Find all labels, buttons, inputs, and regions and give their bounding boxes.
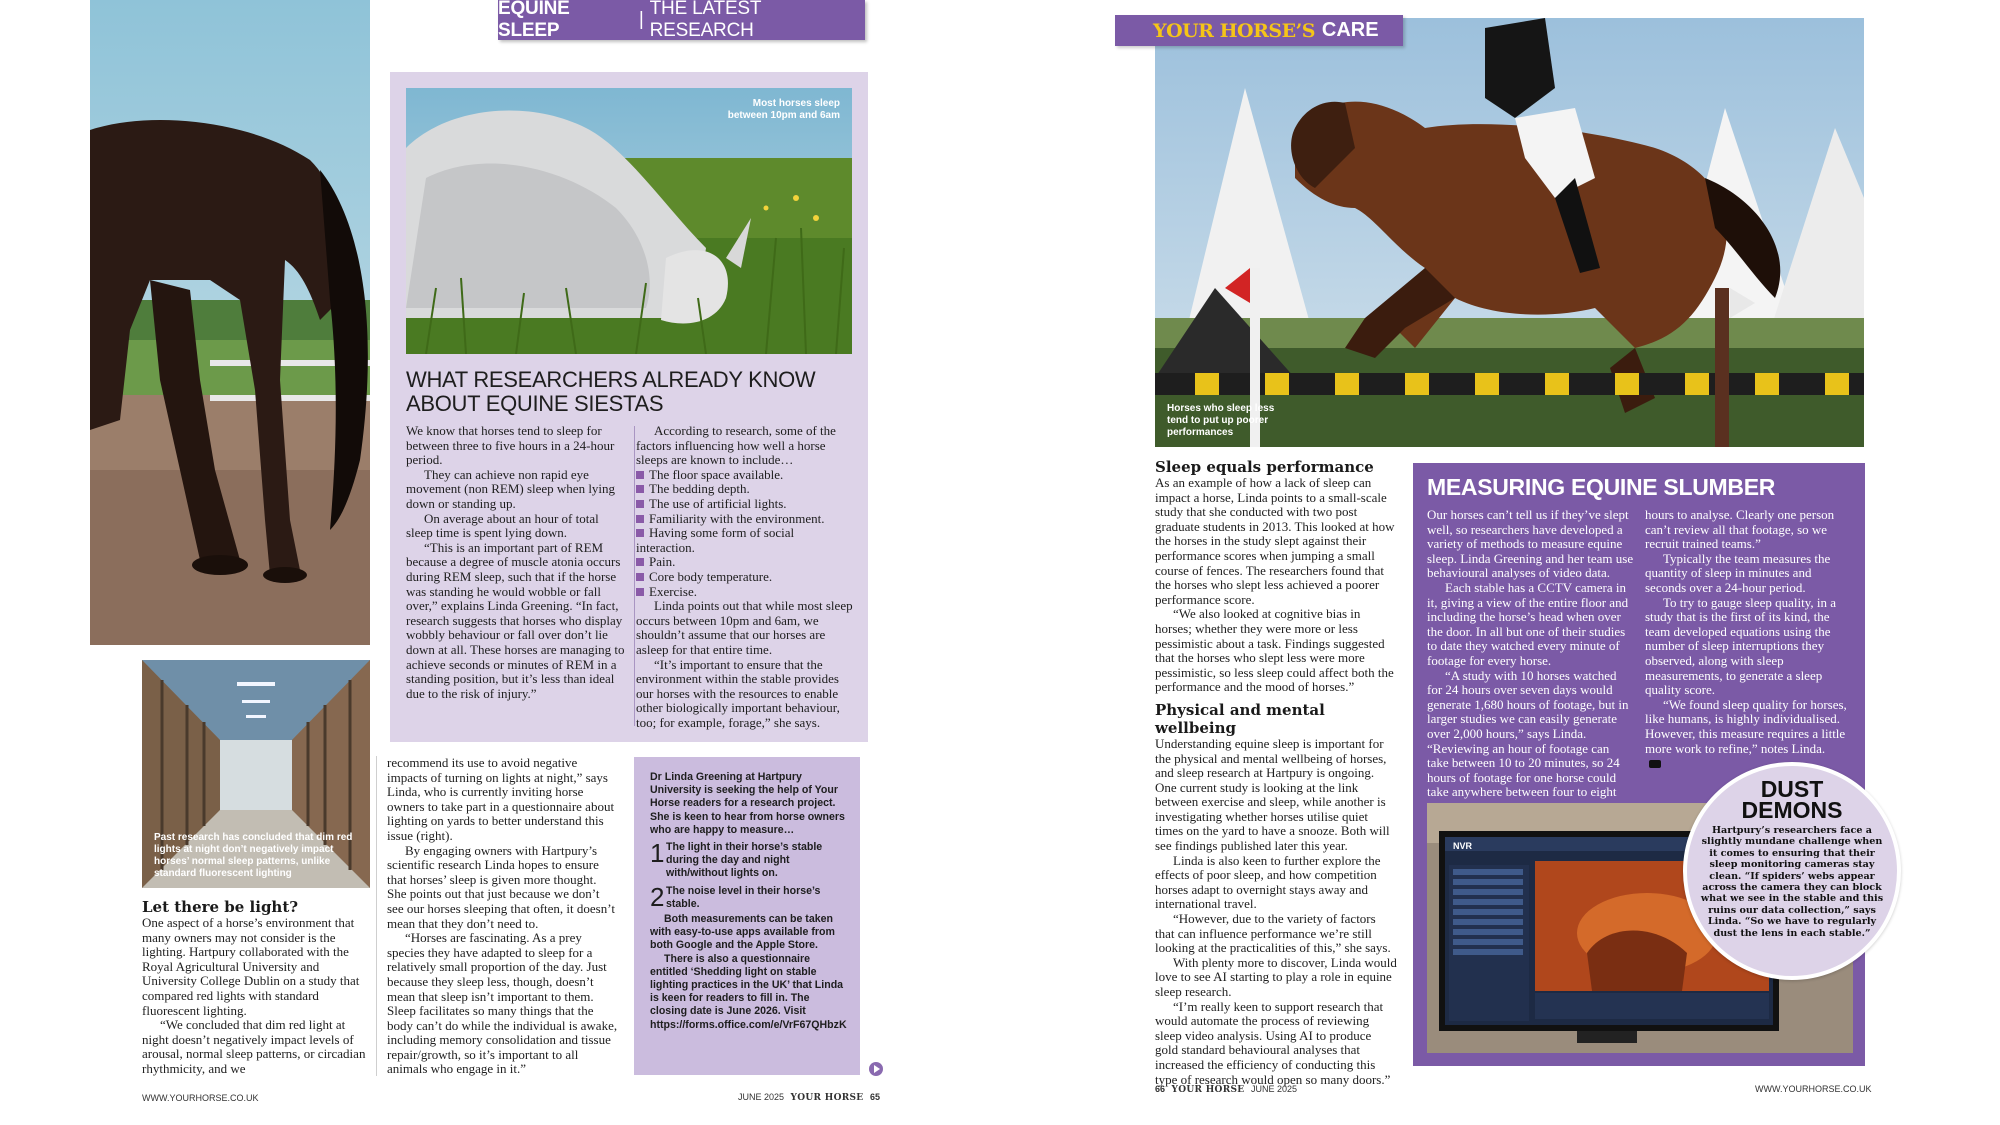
bullet-icon [636,471,644,479]
wellbeing-heading: Physical and mental wellbeing [1155,700,1325,737]
research-callout [634,757,860,1075]
dust-title-2: DEMONS [1741,797,1843,823]
wellbeing-p3: “However, due to the variety of factors that can influence performance we’re still looking at the practicalities of this,” she says. [1155,911,1391,956]
section-header [498,0,865,40]
wellbeing-p4: With plenty more to discover, Linda would love to see AI starting to play a role in equine sleep research. [1155,954,1397,999]
siesta-col2-after1: Linda points out that while most sleep occurs between 10pm and 6am, we shouldn’t assume that our horses are asleep for that entire time. [636,598,853,657]
bullet-icon [636,515,644,523]
jump-caption: Horses who sleep less tend to put up poorer performances [1167,403,1275,438]
bullet-icon [636,558,644,566]
bullet-icon [636,529,644,537]
footer-magazine-right: YOUR HORSE [1171,1085,1245,1095]
slumber-col1-p3: “A study with 10 horses watched for 24 hours over seven days would generate 1,680 hours of footage, but in larger studies we can easily generate over 2,000 hours,” says Linda. “Reviewing an hour of footage can take between 10 to 20 minutes, so 24 hours of footage for one horse could take anywhere between four to eight [1427,667,1629,800]
footer-date-right: JUNE 2025 [1250,1084,1297,1094]
slumber-col2-p3: To try to gauge sleep quality, in a study that is the first of its kind, the team developed equations using the number of sleep interruptions they observed, along with sleep measurements, to generate a sleep quality score. [1645,594,1836,698]
siesta-col1-p2: They can achieve non rapid eye movement (non REM) sleep when lying down or standing up. [406,466,616,511]
siesta-box [390,72,868,742]
wellbeing-p1: Understanding equine sleep is important for the physical and mental wellbeing of horses, and sleep research at Hartpury is ongoing. One current study is looking at the link between exercise and sleep, while another is investigating whether horses utilise quiet times on the yard to have a snooze. Both will see findings published later this year. [1155,735,1390,854]
hero-caption: Most horses sleep between 10pm and 6am [727,98,840,121]
callout-para2: There is also a questionnaire entitled ‘Shedding light on stable lighting practices in the UK’ that Linda is keen for readers to fill in. The closing date is June 2026. Visit https://forms.office.com/e/VrF67QHbzK [650,952,847,1031]
header-divider: | [638,9,644,30]
siesta-col-1 [406,424,628,701]
performance-heading: Sleep equals performance [1155,458,1374,476]
slumber-col1-p1: Our horses can’t tell us if they’ve slept well, so researchers have developed a variety of methods to measure equine sleep. Linda Greening and her team use behavioural analyses of video data. [1427,507,1634,581]
sleeping-horse-photo [406,88,852,354]
callout-text-2: The noise level in their horse’s stable. [666,884,821,910]
footer-pageinfo-right [1155,1084,1297,1095]
perf-p1: As an example of how a lack of sleep can impact a horse, Linda points to a small-scale study that she conducted with two post graduate students in 2013. This looked at how the horses in the study slept against their performance scores when jumping a small course of fences. The researchers found that the horses who slept less achieved a poorer performance score. [1155,475,1395,607]
dust-title-1: DUST [1760,776,1824,802]
footer-url-right: WWW.YOURHORSE.CO.UK [1755,1084,1872,1094]
list-item: Exercise. [636,585,854,600]
perf-p2: “We also looked at cognitive bias in horses; whether they were more or less pessimistic about a task. Findings suggested that the horses who slept less were more pessimistic, so less sleep could affect both the performance and the mood of horses.” [1155,606,1394,695]
header-section: CARE [1321,19,1379,41]
siesta-col-2 [636,424,854,730]
siesta-title: WHAT RESEARCHERS ALREADY KNOW ABOUT EQUINE SIESTAS [406,367,816,416]
column-rule [376,756,377,1076]
callout-num-1: 1 [650,838,665,869]
siesta-col1-p4: “This is an important part of REM because a degree of muscle atonia occurs during REM sleep, such that if the horse was standing he would wobble or fall over,” explains Linda Greening. “In fact, research suggests that horses who display wobbly behaviour or fall over don’t lie down at all. These horses are managing to achieve seconds or minutes of REM in a standing position, but it’s less than ideal due to the risk of injury.” [406,539,625,701]
footer-magazine: YOUR HORSE [790,1093,864,1103]
middle-column [387,756,619,1077]
bullet-icon [636,573,644,581]
slumber-col2-p4: “We found sleep quality for horses, like humans, is highly individualised. However, this measure requires a little more work to refine,” notes Linda. [1645,696,1847,756]
play-arrow-icon [869,1062,883,1076]
slumber-col1-p2: Each stable has a CCTV camera in it, giving a view of the entire floor and including the horse’s head when over the door. In all but one of their studies to date they watched every minute of footage for every horse. [1427,579,1629,668]
light-section [142,898,367,1077]
stable-caption: Past research has concluded that dim red lights at night don’t negatively impact horses’ normal sleep patterns, unlike standard fluorescent lighting [154,832,353,879]
middle-p2: By engaging owners with Hartpury’s scientific research Linda hopes to ensure that horses’ sleep is given more thought. She points out that just because we don’t see our horses sleeping that often, it doesn’t mean that they don’t need to. [387,842,615,931]
callout-text-1: The light in their horse’s stable during the day and night with/without lights on. [666,841,823,880]
list-item: Pain. [636,555,854,570]
callout-item-1 [650,838,846,881]
show-jumping-photo [1155,18,1864,447]
wellbeing-p2: Linda is also keen to further explore the effects of poor sleep, and how competition horses adapt to overnight stays away and international travel. [1155,852,1381,912]
light-p1: One aspect of a horse’s environment that many owners may not consider is the lighting. Hartpury collaborated with the Royal Agricultural University and University College Dublin on a study that compared red lights with standard fluorescent lighting. [142,915,360,1018]
slumber-col-2 [1645,508,1851,771]
footer-pageinfo-left [738,1092,880,1103]
siesta-col1-p1: We know that horses tend to sleep for between three to five hours in a 24-hour period. [406,423,615,468]
dust-demons-bubble [1683,762,1901,980]
slumber-col-1 [1427,508,1634,800]
middle-p3: “Horses are fascinating. As a prey species they have adapted to sleep for a relatively small proportion of the day. Just because they sleep less, though, doesn’t mean that sleep isn’t important to them. Sleep facilitates so many things that the body can’t do while the individual is awake, including memory consolidation and tissue repair/growth, so it’s important to all animals who engage in it.” [387,930,618,1077]
light-heading: Let there be light? [142,898,299,916]
middle-p1: recommend its use to avoid negative impacts of turning on lights at night,” says Linda, who is currently inviting horse owners to take part in a questionnaire about lighting on yards to better understand this issue (right). [387,755,615,843]
slumber-col2-p1: hours to analyse. Clearly one person can’t review all that footage, so we recruit trained teams.” [1645,507,1835,552]
sleep-factors-list [636,468,854,599]
list-item: The use of artificial lights. [636,497,854,512]
section-header-right [1115,15,1403,46]
end-mark-icon [1649,760,1661,768]
header-brand: YOUR HORSE’S [1153,19,1315,42]
footer-page-number-right: 66 [1155,1084,1166,1094]
callout-num-2: 2 [650,881,665,912]
siesta-col2-intro: According to research, some of the factors influencing how well a horse sleeps are known to include… [636,423,836,468]
slumber-title: MEASURING EQUINE SLUMBER [1427,474,1776,500]
bullet-icon [636,485,644,493]
siesta-col1-p3: On average about an hour of total sleep time is spent lying down. [406,510,599,541]
dust-text: Hartpury’s researchers face a slightly mundane challenge when it comes to ensuring that their sleep monitoring cameras stay clean. “If spiders’ webs appear across the camera they can block what we see in the stable and this ruins our data collection,” says Linda. “So we have to regularly dust the lens in each stable.” [1700,825,1884,939]
bullet-icon [636,588,644,596]
callout-intro: Dr Linda Greening at Hartpury University is seeking the help of Your Horse readers for a research project. She is keen to hear from horse owners who are happy to measure… [650,771,845,836]
bullet-icon [636,500,644,508]
slumber-col2-p2: Typically the team measures the quantity of sleep in minutes and seconds over a 24-hour period. [1645,550,1831,595]
column-rule [634,426,635,726]
light-p2: “We concluded that dim red light at night doesn’t negatively impact levels of arousal, normal sleep patterns, or circadian rhythmicity, and we [142,1017,366,1076]
list-item: Familiarity with the environment. [636,512,854,527]
footer-page-number: 65 [869,1092,880,1102]
siesta-col2-after2: “It’s important to ensure that the environment within the stable provides our horses with the resources to enable other biologically important behaviour, too; for example, forage,” she says. [636,656,840,730]
footer-url-left: WWW.YOURHORSE.CO.UK [142,1093,259,1103]
article-column [1155,458,1397,1087]
list-item: Core body temperature. [636,570,854,585]
footer-date: JUNE 2025 [738,1092,785,1102]
header-main: EQUINE SLEEP [498,0,570,41]
callout-item-2 [650,881,846,912]
list-item: The floor space available. [636,468,854,483]
list-item: Having some form of social interaction. [636,525,795,555]
callout-para1: Both measurements can be taken with easy-to-use apps available from both Google and the Apple Store. [650,913,835,952]
nvr-label: NVR [1453,841,1473,851]
horse-legs-photo [90,0,370,645]
list-item: The bedding depth. [636,482,854,497]
stable-photo [142,660,370,888]
wellbeing-p5: “I’m really keen to support research that would automate the process of reviewing sleep video analysis. Using AI to produce gold standard behavioural analyses that increased the efficiency of conducting this type of research would open so many doors.” [1155,998,1391,1087]
header-sub: THE LATEST RESEARCH [649,0,761,41]
